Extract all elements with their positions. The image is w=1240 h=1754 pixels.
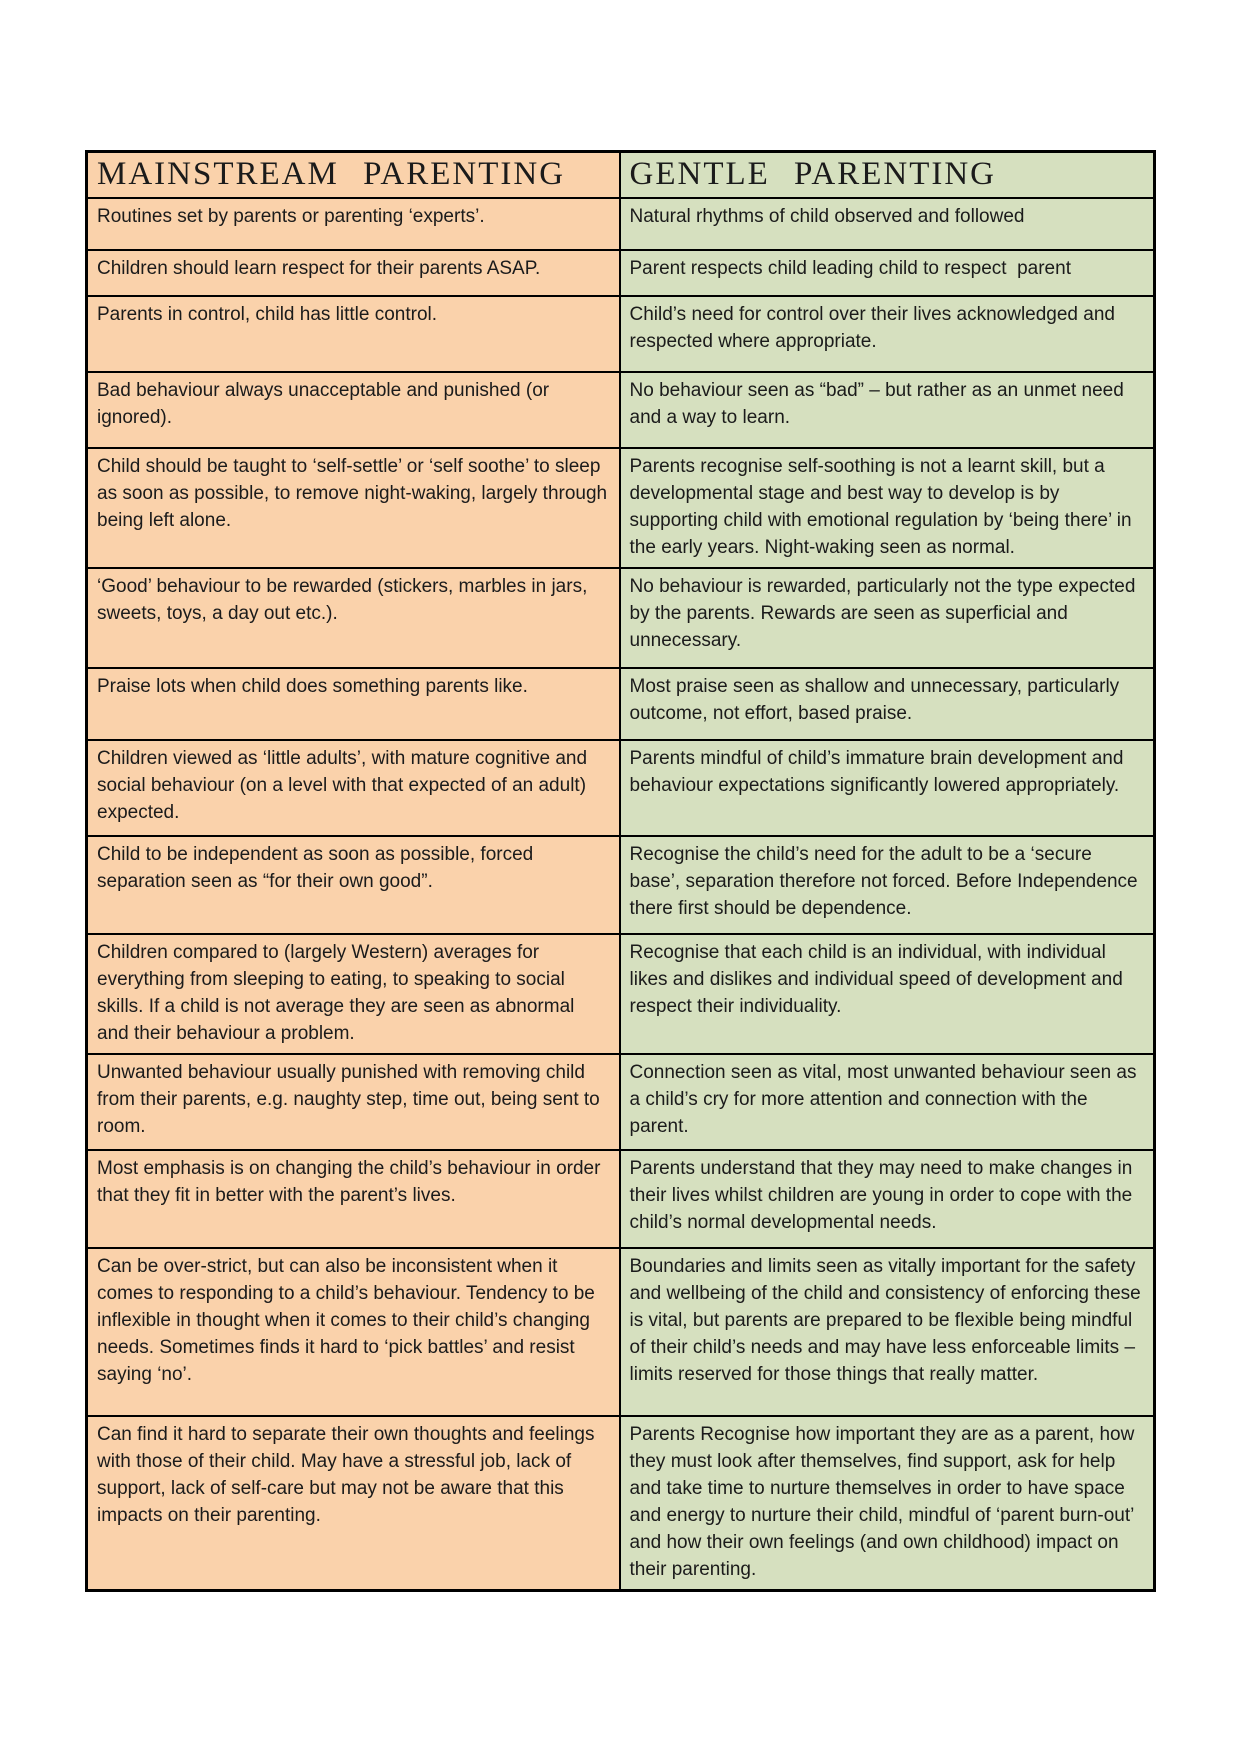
mainstream-cell: Most emphasis is on changing the child’s behaviour in order that they fit in better with the parent’s lives.: [87, 1150, 620, 1248]
gentle-parenting-header: GENTLE PARENTING: [620, 152, 1155, 199]
table-row: [87, 1248, 1155, 1416]
gentle-cell: Recognise the child’s need for the adult to be a ‘secure base’, separation therefore not forced. Before Independence there first should be dependence.: [620, 836, 1155, 934]
gentle-cell: Boundaries and limits seen as vitally important for the safety and wellbeing of the child and consistency of enforcing these is vital, but parents are prepared to be flexible being mindful of their child’s needs and may have less enforceable limits – limits reserved for those things that really matter.: [620, 1248, 1155, 1416]
gentle-cell: Parents recognise self-soothing is not a learnt skill, but a developmental stage and best way to develop is by supporting child with emotional regulation by ‘being there’ in the early years. Night-waking seen as normal.: [620, 448, 1155, 568]
parenting-comparison-table: [85, 150, 1156, 1592]
mainstream-parenting-header: MAINSTREAM PARENTING: [87, 152, 620, 199]
table-row: [87, 372, 1155, 448]
gentle-cell: No behaviour is rewarded, particularly not the type expected by the parents. Rewards are seen as superficial and unnecessary.: [620, 568, 1155, 668]
table-row: [87, 250, 1155, 296]
mainstream-cell: Routines set by parents or parenting ‘experts’.: [87, 198, 620, 250]
mainstream-cell: Child should be taught to ‘self-settle’ or ‘self soothe’ to sleep as soon as possible, to remove night-waking, largely through being left alone.: [87, 448, 620, 568]
table-row: [87, 1150, 1155, 1248]
mainstream-cell: Children viewed as ‘little adults’, with mature cognitive and social behaviour (on a level with that expected of an adult) expected.: [87, 740, 620, 836]
gentle-cell: Connection seen as vital, most unwanted behaviour seen as a child’s cry for more attention and connection with the parent.: [620, 1054, 1155, 1150]
mainstream-cell: Children should learn respect for their parents ASAP.: [87, 250, 620, 296]
table-row: [87, 1054, 1155, 1150]
table-row: [87, 448, 1155, 568]
table-row: [87, 668, 1155, 740]
table-row: [87, 836, 1155, 934]
mainstream-cell: Can be over-strict, but can also be inconsistent when it comes to responding to a child’s behaviour. Tendency to be inflexible in thought when it comes to their child’s changing needs. Sometimes finds it hard to ‘pick battles’ and resist saying ‘no’.: [87, 1248, 620, 1416]
gentle-cell: Recognise that each child is an individual, with individual likes and dislikes and individual speed of development and respect their individuality.: [620, 934, 1155, 1054]
gentle-cell: Child’s need for control over their lives acknowledged and respected where appropriate.: [620, 296, 1155, 372]
mainstream-cell: Praise lots when child does something parents like.: [87, 668, 620, 740]
table-row: [87, 568, 1155, 668]
mainstream-cell: Parents in control, child has little control.: [87, 296, 620, 372]
mainstream-cell: Child to be independent as soon as possible, forced separation seen as “for their own good”.: [87, 836, 620, 934]
table-row: [87, 740, 1155, 836]
table-row: [87, 296, 1155, 372]
mainstream-cell: ‘Good’ behaviour to be rewarded (stickers, marbles in jars, sweets, toys, a day out etc.).: [87, 568, 620, 668]
gentle-cell: Parents Recognise how important they are as a parent, how they must look after themselves, find support, ask for help and take time to nurture themselves in order to have space and energy to nurture their child, mindful of ‘parent burn-out’ and how their own feelings (and own childhood) impact on their parenting.: [620, 1416, 1155, 1591]
gentle-cell: Most praise seen as shallow and unnecessary, particularly outcome, not effort, based praise.: [620, 668, 1155, 740]
mainstream-cell: Bad behaviour always unacceptable and punished (or ignored).: [87, 372, 620, 448]
mainstream-cell: Unwanted behaviour usually punished with removing child from their parents, e.g. naughty step, time out, being sent to room.: [87, 1054, 620, 1150]
gentle-cell: No behaviour seen as “bad” – but rather as an unmet need and a way to learn.: [620, 372, 1155, 448]
gentle-cell: Parents understand that they may need to make changes in their lives whilst children are young in order to cope with the child’s normal developmental needs.: [620, 1150, 1155, 1248]
gentle-cell: Natural rhythms of child observed and followed: [620, 198, 1155, 250]
mainstream-cell: Children compared to (largely Western) averages for everything from sleeping to eating, to speaking to social skills. If a child is not average they are seen as abnormal and their behaviour a problem.: [87, 934, 620, 1054]
header-row: [87, 152, 1155, 199]
mainstream-cell: Can find it hard to separate their own thoughts and feelings with those of their child. May have a stressful job, lack of support, lack of self-care but may not be aware that this impacts on their parenting.: [87, 1416, 620, 1591]
gentle-cell: Parent respects child leading child to respect parent: [620, 250, 1155, 296]
table-row: [87, 198, 1155, 250]
table-row: [87, 934, 1155, 1054]
gentle-cell: Parents mindful of child’s immature brain development and behaviour expectations significantly lowered appropriately.: [620, 740, 1155, 836]
table-row: [87, 1416, 1155, 1591]
